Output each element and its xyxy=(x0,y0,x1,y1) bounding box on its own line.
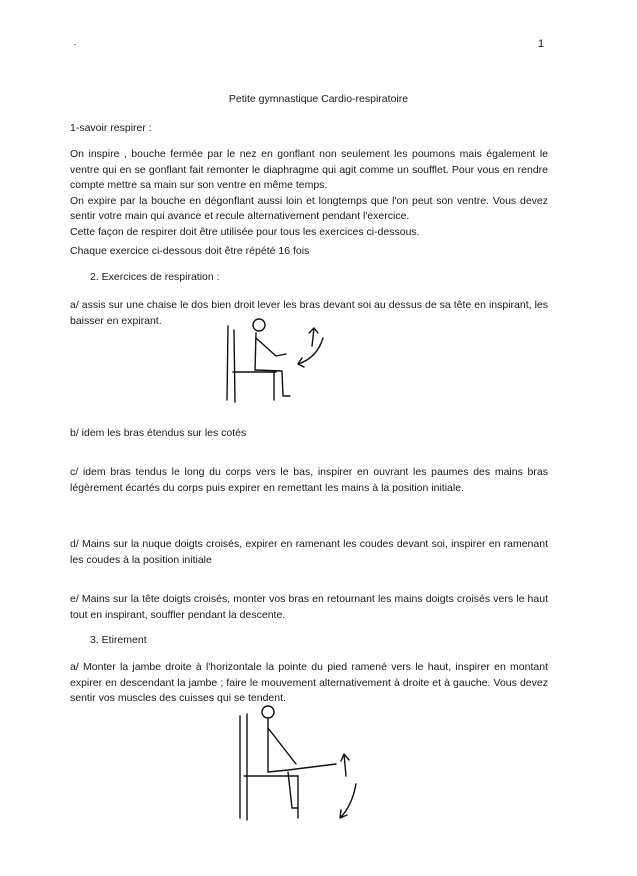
repeat-note: Chaque exercice ci-dessous doit être répété 16 fois xyxy=(70,245,310,257)
seated-arm-raise-figure xyxy=(214,314,330,404)
figure-leg xyxy=(255,370,290,396)
arrow-up xyxy=(309,328,318,346)
chair-back-rear-post xyxy=(234,330,235,402)
figure-raised-leg xyxy=(268,764,336,772)
page-number: 1 xyxy=(538,38,545,50)
exercise-2a: a/ assis sur une chaise le dos bien droit lever les bras devant soi au dessus de sa tête en inspirant, les baisser en expirant. xyxy=(70,299,548,327)
chair-back-front-post xyxy=(227,326,228,400)
page-title: Petite gymnastique Cardio-respiratoire xyxy=(228,93,409,105)
exercise-3a: a/ Monter la jambe droite à l'horizontale la pointe du pied ramené vers le haut, inspirer en montant expirer en descendant la jambe ; faire le mouvement alternativement à droite et à gauche. Vous devez sentir vos muscles des cuisses qui se tendent. xyxy=(70,661,548,704)
section-1-body xyxy=(70,147,548,240)
figure-arm xyxy=(256,338,286,356)
seated-leg-raise-figure xyxy=(228,700,362,826)
exercise-2b: b/ idem les bras étendus sur les cotés xyxy=(70,427,247,439)
section-3-heading: 3. Etirement xyxy=(90,634,147,646)
breathing-paragraph-usage: Cette façon de respirer doit être utilisée pour tous les exercices ci-dessous. xyxy=(70,225,420,238)
figure-arm xyxy=(268,728,296,764)
exercise-2e: e/ Mains sur la tête doigts croisés, monter vos bras en retournant les mains doigts croisés vers le haut tout en inspirant, souffler pendant la descente. xyxy=(70,593,548,621)
figure-head xyxy=(262,706,274,718)
section-2-heading: 2. Exercices de respiration : xyxy=(90,271,220,283)
figure-lower-leg xyxy=(288,772,298,808)
arrow-up xyxy=(341,754,349,776)
figure-head xyxy=(253,319,265,331)
exercise-2d: d/ Mains sur la nuque doigts croisés, expirer en ramenant les coudes devant soi, inspirer en ramenant les coudes à la position initiale xyxy=(70,538,548,566)
arrow-down xyxy=(340,784,356,818)
exercise-2c: c/ idem bras tendus le long du corps vers le bas, inspirer en ouvrant les paumes des mains bras légèrement écartés du corps puis expirer en remettant les mains à la position initiale. xyxy=(70,466,548,494)
scan-speck xyxy=(74,44,76,45)
breathing-paragraph-inhale: On inspire , bouche fermée par le nez en gonflant non seulement les poumons mais également le ventre qui en se gonflant fait remonter le diaphragme qui agit comme un soufflet. Pour vous en rendre compte mettre sa main sur son ventre en même temps. xyxy=(70,148,548,191)
breathing-paragraph-exhale: On expire par la bouche en dégonflant aussi loin et longtemps que l'on peut son ventre. Vous devez sentir votre main qui avance et recule alternativement pendant l'exercice. xyxy=(70,194,548,222)
arrow-down xyxy=(298,338,323,367)
section-1-heading: 1-savoir respirer : xyxy=(70,122,152,134)
